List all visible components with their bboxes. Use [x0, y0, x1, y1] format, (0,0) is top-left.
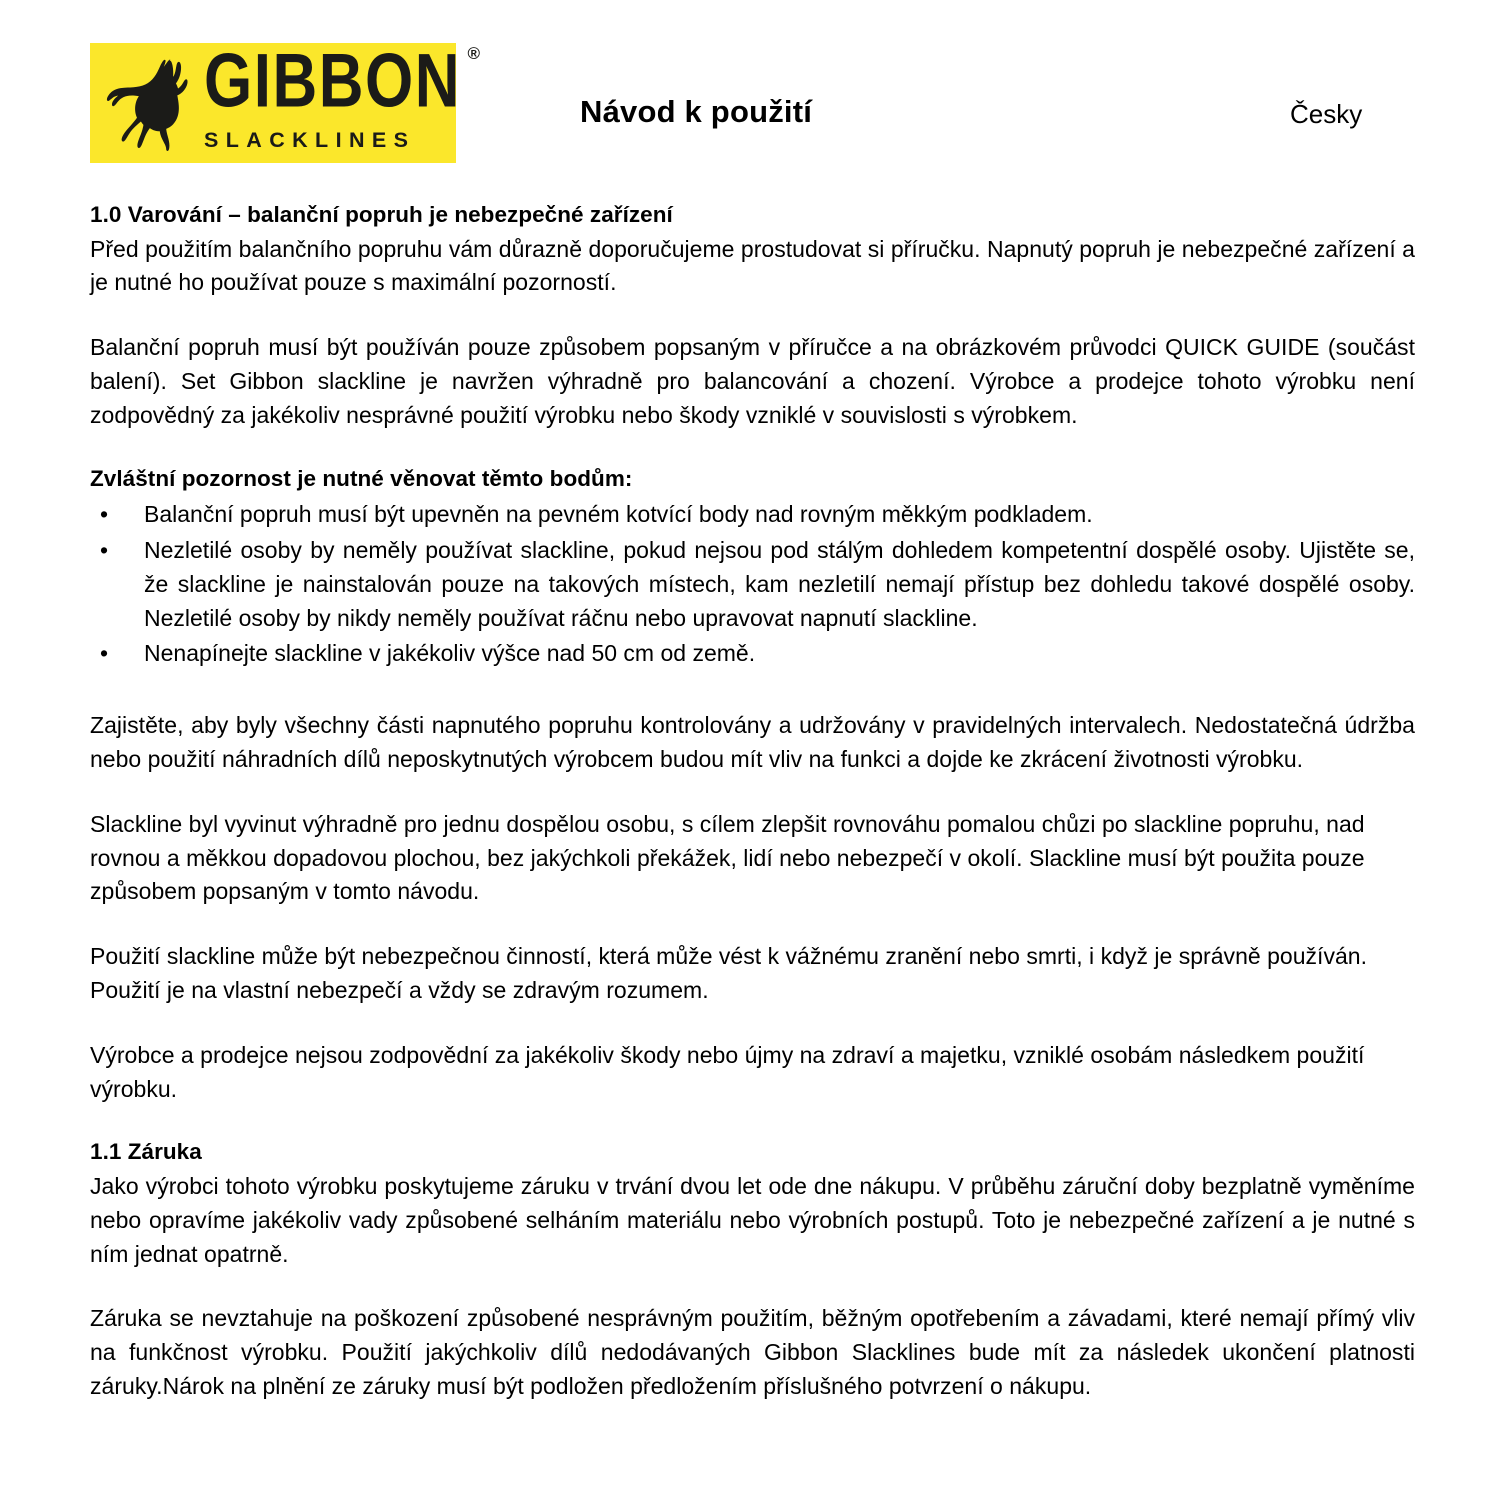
- spacer: [90, 300, 1415, 331]
- document-header: [0, 0, 1500, 175]
- list-item-text: Nenapínejte slackline v jakékoliv výšce nad 50 cm od země.: [144, 640, 756, 667]
- list-item: [90, 534, 1415, 635]
- registered-trademark-icon: ®: [467, 44, 480, 64]
- spacer: [90, 433, 1415, 464]
- logo-wordmark-group: [200, 39, 480, 152]
- section-heading-1-0: 1.0 Varování – balanční popruh je nebezpečné zařízení: [90, 202, 673, 227]
- bullet-icon: •: [100, 640, 109, 667]
- section-1-0-paragraph-5: Použití slackline může být nebezpečnou činností, která může vést k vážnému zranění nebo smrti, i když je správně používán. Použití je na vlastní nebezpečí a vždy se zdravým rozumem.: [90, 943, 1368, 1003]
- section-1-1-paragraph-1: Jako výrobci tohoto výrobku poskytujeme záruku v trvání dvou let ode dne nákupu. V průběhu záruční doby bezplatně vyměníme nebo opravíme jakékoliv vady způsobené selháním materiálu nebo výrobních postupů. Toto je nebezpečné zařízení a je nutné s ním jednat opatrně.: [90, 1172, 1415, 1267]
- document-body: [90, 200, 1415, 1404]
- spacer: [90, 1008, 1415, 1039]
- gibbon-ape-icon: [96, 51, 200, 155]
- logo-subtitle: SLACKLINES: [204, 127, 416, 152]
- logo-wordmark-text: [204, 39, 480, 125]
- bullet-icon: •: [100, 536, 109, 563]
- spacer: [90, 777, 1415, 808]
- spacer: [90, 1106, 1415, 1137]
- section-heading-1-1: 1.1 Záruka: [90, 1139, 202, 1165]
- logo-wordmark-label: GIBBON: [204, 39, 461, 125]
- attention-bullet-list: [90, 498, 1415, 671]
- list-item-text: Balanční popruh musí být upevněn na pevném kotvící body nad rovným měkkým podkladem.: [144, 501, 1093, 528]
- language-label: Česky: [1290, 99, 1363, 129]
- section-1-0-paragraph-2: Balanční popruh musí být používán pouze způsobem popsaným v příručce a na obrázkovém průvodci QUICK GUIDE (součást balení). Set Gibbon slackline je navržen výhradně pro balancování a chození. Výrobce a prodejce tohoto výrobku není zodpovědný za jakékoliv nesprávné použití výrobku nebo škody vzniklé v souvislosti s výrobkem.: [90, 334, 1415, 428]
- section-1-0-paragraph-6: Výrobce a prodejce nejsou zodpovědní za jakékoliv škody nebo újmy na zdraví a majetku, vzniklé osobám následkem použití výrobku.: [90, 1041, 1365, 1102]
- list-item-text: Nezletilé osoby by neměly používat slackline, pokud nejsou pod stálým dohledem kompetentní dospělé osoby. Ujistěte se, že slackline je nainstalován pouze na takových místech, kam nezletilí nemají přístup bez dohledu takové dospělé osoby. Nezletilé osoby by nikdy neměly používat ráčnu nebo upravovat napnutí slackline.: [144, 536, 1415, 631]
- list-item: [90, 637, 1415, 671]
- spacer: [90, 673, 1415, 709]
- section-1-0-paragraph-4: Slackline byl vyvinut výhradně pro jednu dospělou osobu, s cílem zlepšit rovnováhu pomalou chůzi po slackline popruhu, nad rovnou a měkkou dopadovou plochou, bez jakýchkoli překážek, lidí nebo nebezpečí v okolí. Slackline musí být použita pouze způsobem popsaným v tomto návodu.: [90, 810, 1365, 905]
- list-item: [90, 498, 1415, 532]
- gibbon-slacklines-logo: [90, 39, 480, 163]
- bullet-icon: •: [100, 501, 109, 528]
- section-1-0-paragraph-3: Zajistěte, aby byly všechny části napnutého popruhu kontrolovány a udržovány v pravidelných intervalech. Nedostatečná údržba nebo použití náhradních dílů neposkytnutých výrobcem budou mít vliv na funkci a dojde ke zkrácení životnosti výrobku.: [90, 712, 1415, 772]
- spacer: [90, 1271, 1415, 1302]
- page-title: Návod k použití: [580, 94, 813, 129]
- section-1-0-paragraph-1: Před použitím balančního popruhu vám důrazně doporučujeme prostudovat si příručku. Napnutý popruh je nebezpečné zařízení a je nutné ho používat pouze s maximální pozorností.: [90, 235, 1415, 296]
- spacer: [90, 909, 1415, 940]
- section-1-1-paragraph-2: Záruka se nevztahuje na poškození způsobené nesprávným použitím, běžným opotřebením a závadami, které nemají přímý vliv na funkčnost výrobku. Použití jakýchkoliv dílů nedodávaných Gibbon Slacklines bude mít za následek ukončení platnosti záruky.Nárok na plnění ze záruky musí být podložen předložením příslušného potvrzení o nákupu.: [90, 1305, 1415, 1399]
- bullets-heading: Zvláštní pozornost je nutné věnovat těmto bodům:: [90, 465, 633, 491]
